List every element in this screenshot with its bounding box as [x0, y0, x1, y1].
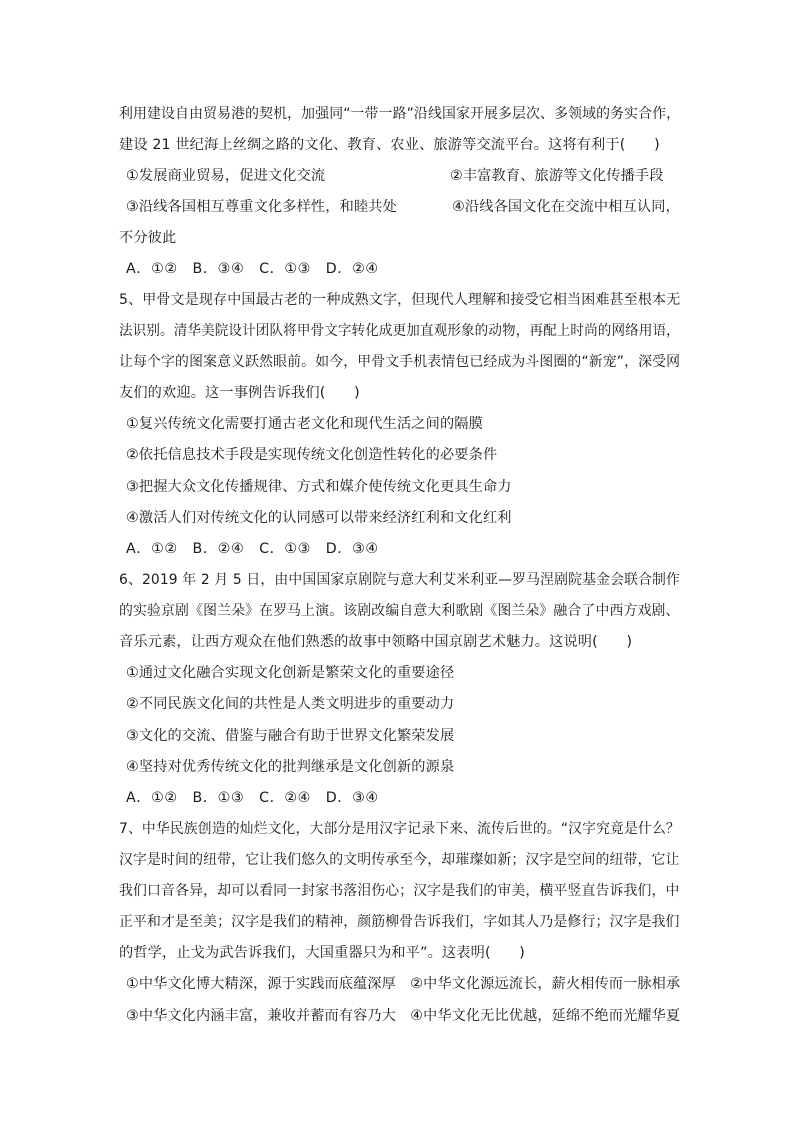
q7-stem-line-2: 汉字是时间的纽带，它让我们悠久的文明传承至今，却璀璨如新；汉字是空间的纽带，它让	[119, 852, 680, 868]
q6-statement-2: ②不同民族文化间的共性是人类文明进步的重要动力	[126, 696, 455, 712]
q7-statements-3-4: ③中华文化内涵丰富，兼收并蓄而有容乃大 ④中华文化无比优越，延绵不绝而光耀华夏	[126, 1008, 681, 1024]
q4-stem-line-2: 建设 21 世纪海上丝绸之路的文化、教育、农业、旅游等交流平台。这将有利于( )	[119, 137, 660, 153]
q6-stem-line-1: 6、2019 年 2 月 5 日，由中国国家京剧院与意大利艾米利亚—罗马涅剧院基金会联合制作	[119, 572, 681, 588]
q4-statement-4: ④沿线各国文化在交流中相互认同，	[452, 199, 680, 215]
q5-statement-2: ②依托信息技术手段是实现传统文化创造性转化的必要条件	[126, 447, 498, 463]
q7-stem-line-4: 正平和才是至美；汉字是我们的精神，颜筋柳骨告诉我们，字如其人乃是修行；汉字是我们	[119, 914, 680, 930]
q7-stem-line-3: 我们口音各异，却可以看同一封家书落泪伤心；汉字是我们的审美，横平竖直告诉我们，中	[119, 883, 680, 899]
q6-statement-4: ④坚持对优秀传统文化的批判继承是文化创新的源泉	[126, 759, 455, 775]
q4-statement-3: ③沿线各国相互尊重文化多样性，和睦共处	[126, 199, 397, 215]
q7-statements-1-2: ①中华文化博大精深，源于实践而底蕴深厚 ②中华文化源远流长，薪火相传而一脉相承	[126, 976, 681, 992]
q5-stem-line-4: 友们的欢迎。这一事例告诉我们( )	[119, 385, 360, 401]
q6-answer-options: A．①② B．①③ C．②④ D．③④	[126, 790, 379, 806]
q4-stem-line-1: 利用建设自由贸易港的契机，加强同“一带一路”沿线国家开展多层次、多领域的务实合作，	[119, 106, 681, 122]
q7-stem-line-5: 的哲学，止戈为武告诉我们，大国重器只为和平”。这表明( )	[119, 945, 525, 961]
q6-statement-3: ③文化的交流、借鉴与融合有助于世界文化繁荣发展	[126, 728, 455, 744]
q4-statement-4-cont: 不分彼此	[119, 230, 177, 246]
q6-statement-1: ①通过文化融合实现文化创新是繁荣文化的重要途径	[126, 665, 455, 681]
q6-stem-line-2: 的实验京剧《图兰朵》在罗马上演。该剧改编自意大利歌剧《图兰朵》融合了中西方戏剧、	[119, 603, 680, 619]
q5-answer-options: A．①② B．②④ C．①③ D．③④	[126, 541, 379, 557]
q5-statement-1: ①复兴传统文化需要打通古老文化和现代生活之间的隔膜	[126, 416, 483, 432]
q4-statement-1: ①发展商业贸易，促进文化交流	[126, 168, 326, 184]
q5-stem-line-1: 5、甲骨文是现存中国最古老的一种成熟文字，但现代人理解和接受它相当困难甚至根本无	[119, 292, 681, 308]
q5-statement-4: ④激活人们对传统文化的认同感可以带来经济红利和文化红利	[126, 510, 512, 526]
q4-answer-options: A．①② B．③④ C．①③ D．②④	[126, 261, 379, 277]
q6-stem-line-3: 音乐元素，让西方观众在他们熟悉的故事中领略中国京剧艺术魅力。这说明( )	[119, 634, 633, 650]
q7-stem-line-1: 7、中华民族创造的灿烂文化，大部分是用汉字记录下来、流传后世的。“汉字究竟是什么？	[119, 821, 680, 837]
q4-statement-2: ②丰富教育、旅游等文化传播手段	[450, 168, 664, 184]
q5-statement-3: ③把握大众文化传播规律、方式和媒介使传统文化更具生命力	[126, 479, 512, 495]
q5-stem-line-2: 法识别。清华美院设计团队将甲骨文字转化成更加直观形象的动物，再配上时尚的网络用语，	[119, 323, 680, 339]
q5-stem-line-3: 让每个字的图案意义跃然眼前。如今，甲骨文手机表情包已经成为斗图圈的“新宠”，深受网	[119, 354, 681, 370]
